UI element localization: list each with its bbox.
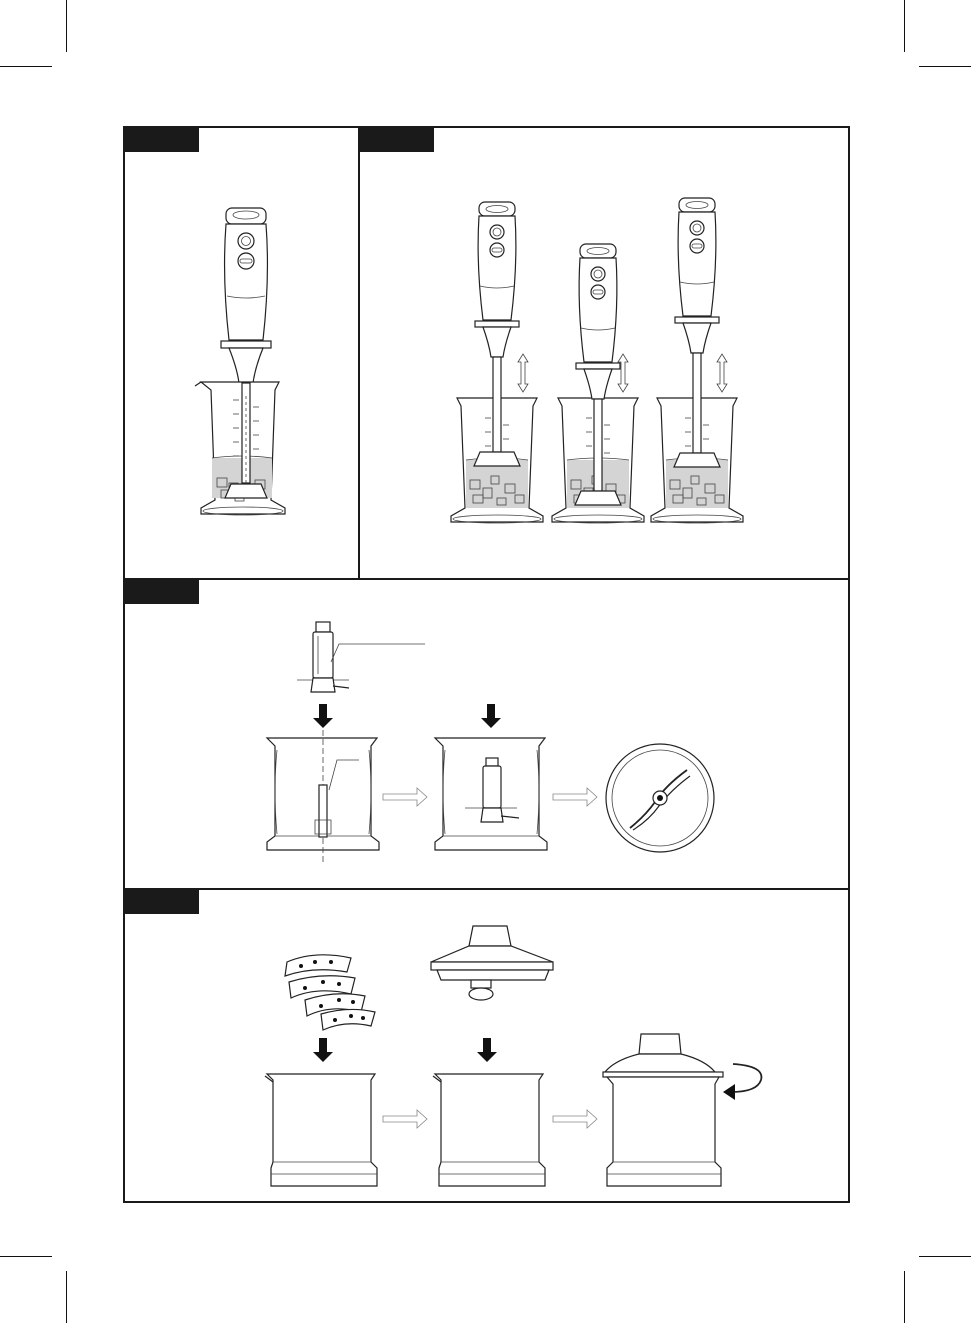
arrow-down-icon	[313, 1038, 333, 1062]
page-frame	[123, 126, 850, 1203]
rotate-clockwise-icon	[731, 1064, 761, 1092]
arrow-down-icon	[313, 704, 333, 728]
crop-mark-tl-h	[0, 66, 52, 67]
hand-blender-in-beaker-illustration	[125, 128, 360, 580]
panel-1	[125, 128, 360, 580]
crop-mark-br-v	[904, 1271, 905, 1323]
crop-mark-tr-v	[904, 0, 905, 52]
crop-mark-tr-h	[919, 66, 971, 67]
up-down-arrow-icon	[618, 354, 628, 392]
up-down-arrow-icon	[717, 354, 727, 392]
arrow-down-icon	[481, 704, 501, 728]
arrow-right-icon	[383, 1110, 427, 1128]
crop-mark-bl-v	[66, 1271, 67, 1323]
chopper-blade-assembly-illustration	[125, 580, 848, 890]
up-down-arrow-icon	[518, 354, 528, 392]
arrow-right-icon	[383, 788, 427, 806]
arrow-down-icon	[477, 1038, 497, 1062]
panel-2	[360, 128, 848, 580]
crop-mark-bl-h	[0, 1256, 52, 1257]
up-down-blending-illustration	[360, 128, 848, 580]
chopper-loading-illustration	[125, 890, 848, 1201]
panel-3	[125, 580, 848, 890]
arrow-right-icon	[553, 788, 597, 806]
panel-4	[125, 890, 848, 1201]
crop-mark-tl-v	[66, 0, 67, 52]
arrow-right-icon	[553, 1110, 597, 1128]
crop-mark-br-h	[919, 1256, 971, 1257]
